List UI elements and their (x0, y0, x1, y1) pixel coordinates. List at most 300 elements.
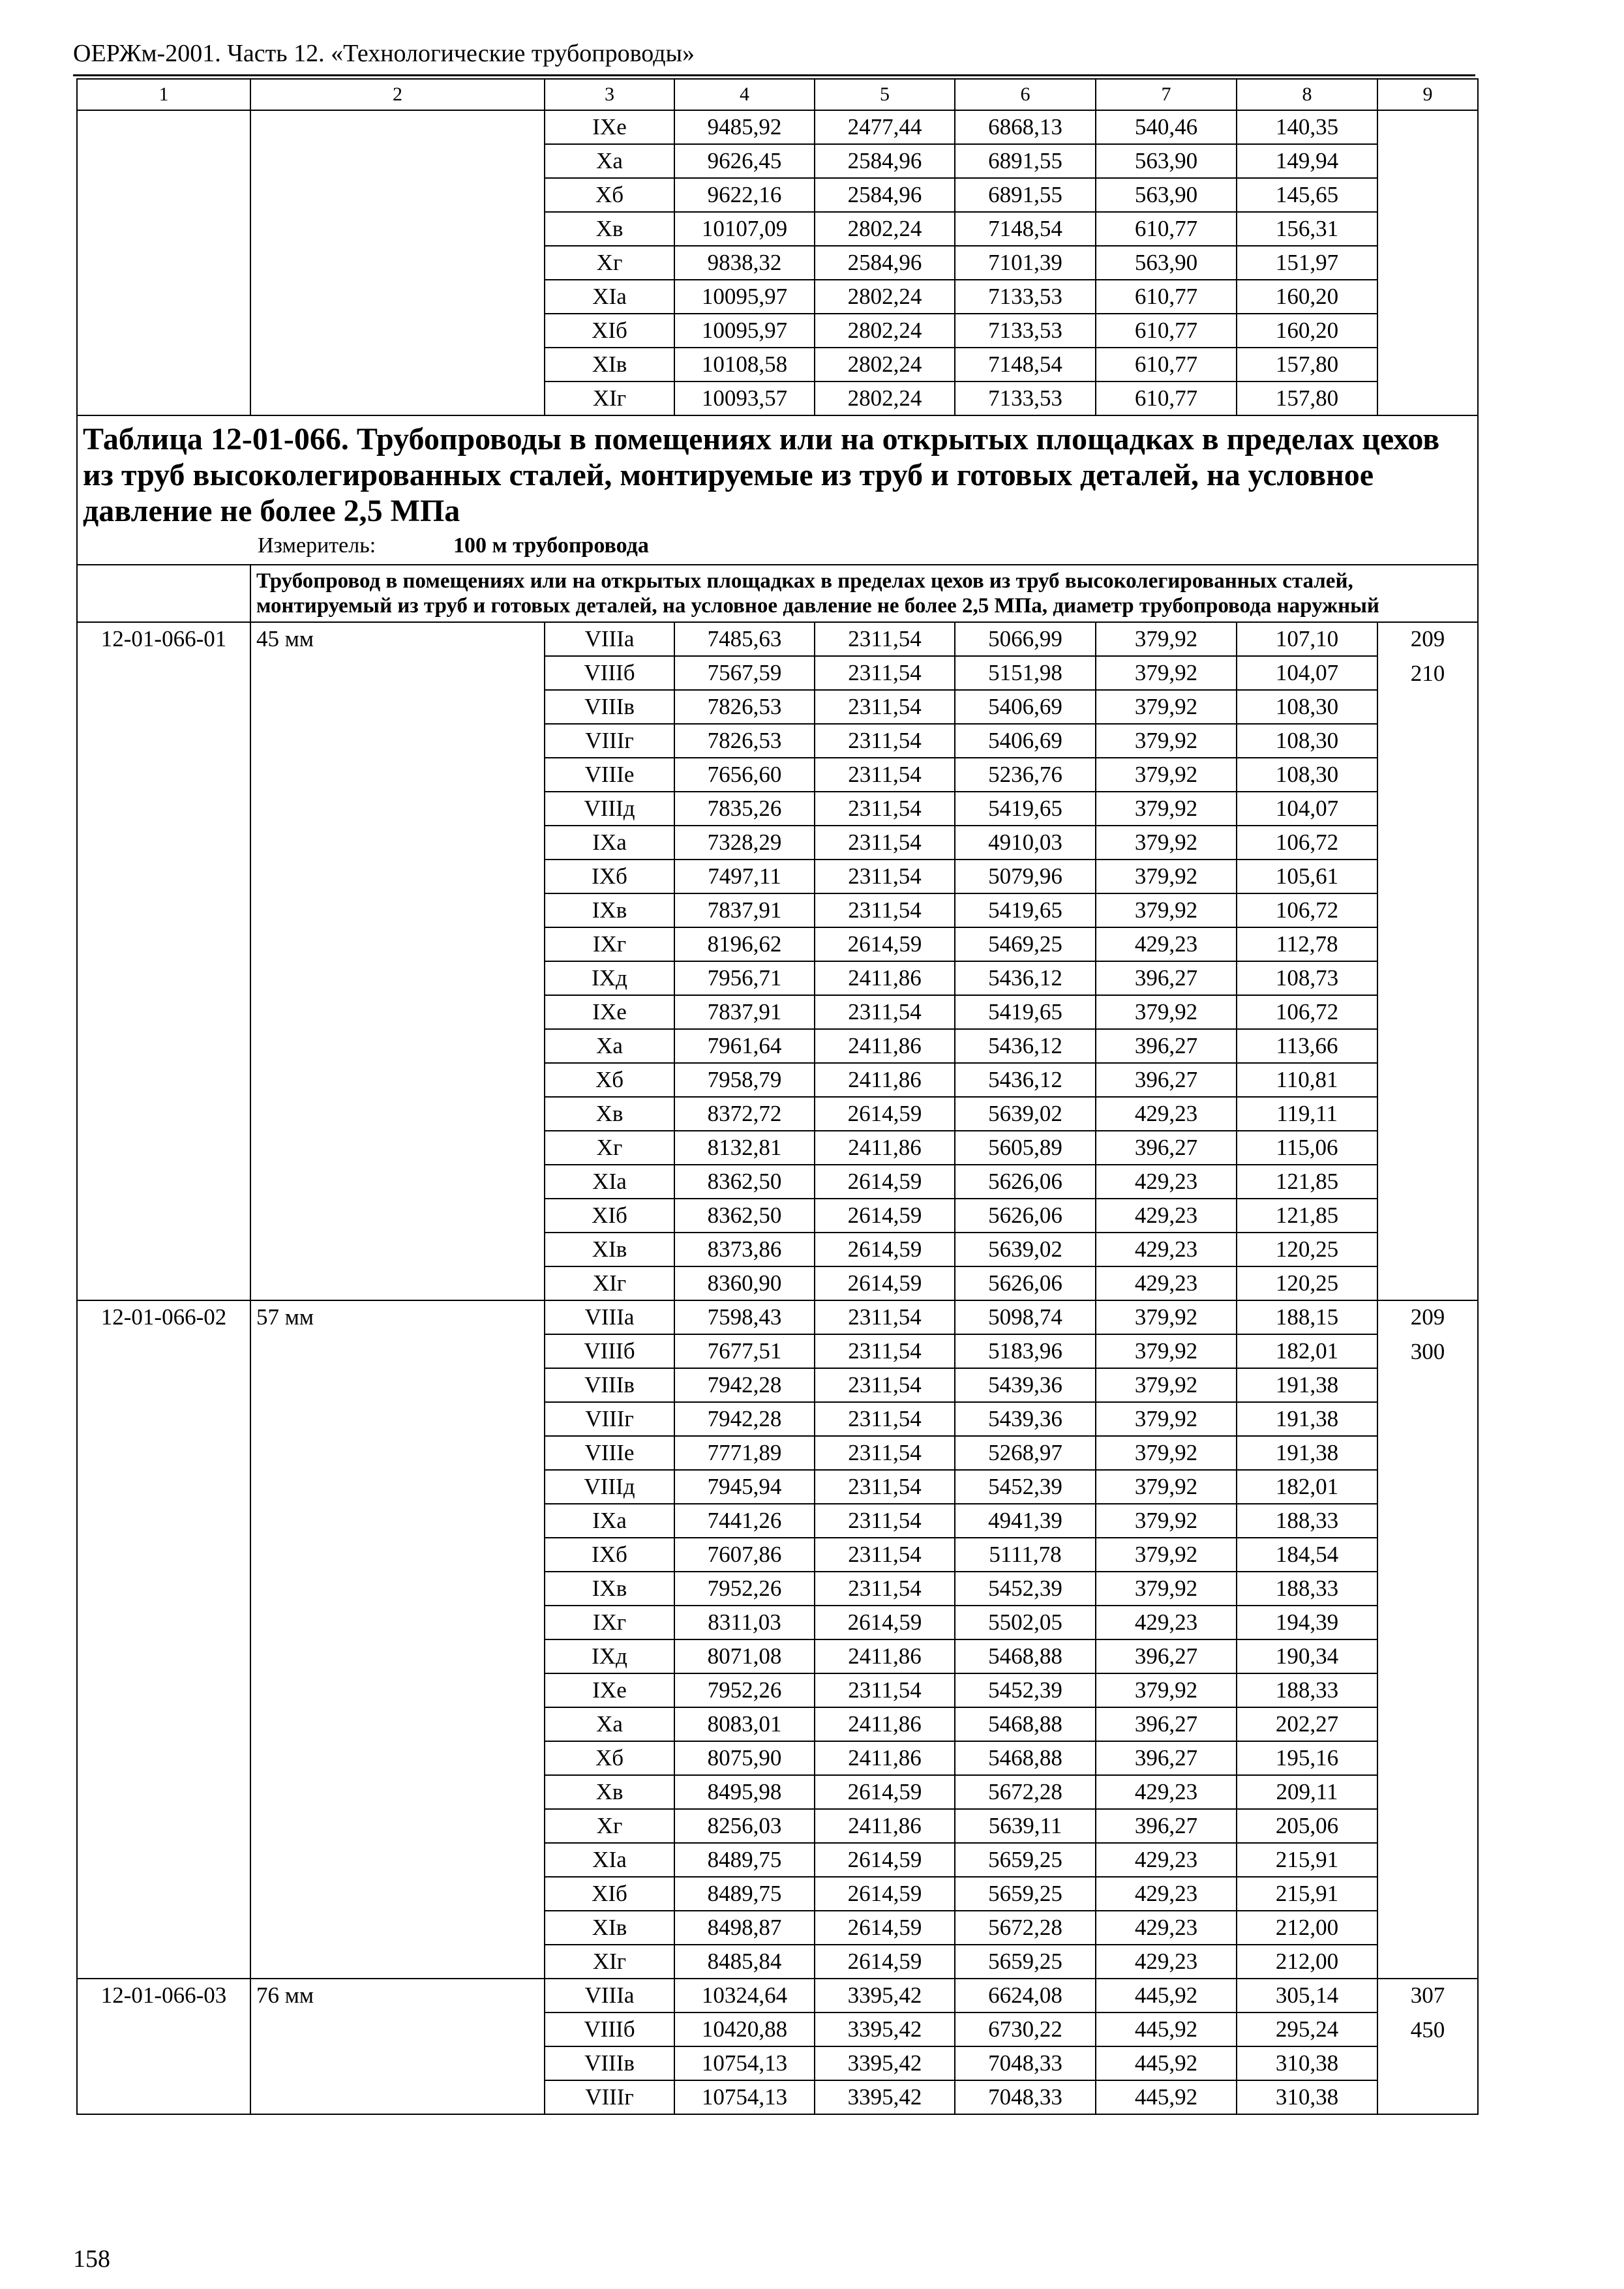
value-cell: Xб (545, 1063, 674, 1097)
value-cell: Xг (545, 246, 674, 280)
value-cell: 379,92 (1096, 622, 1237, 656)
value-cell: IXг (545, 927, 674, 961)
value-cell: 610,77 (1096, 280, 1237, 314)
value-cell: 8256,03 (674, 1809, 815, 1843)
value-cell: 2311,54 (815, 1402, 955, 1436)
value-cell: VIIIв (545, 2046, 674, 2080)
value-cell: 120,25 (1237, 1266, 1377, 1300)
column-number: 4 (674, 79, 815, 110)
resource-value: 209 (1410, 626, 1445, 651)
value-cell: 9626,45 (674, 144, 815, 178)
value-cell: 7945,94 (674, 1470, 815, 1504)
value-cell: 445,92 (1096, 2080, 1237, 2114)
value-cell: 5452,39 (955, 1470, 1096, 1504)
value-cell: 7952,26 (674, 1673, 815, 1707)
value-cell: 2411,86 (815, 1131, 955, 1165)
description-empty-cell (77, 565, 250, 622)
table-row (77, 1979, 1478, 2012)
value-cell: 112,78 (1237, 927, 1377, 961)
value-cell: 2311,54 (815, 758, 955, 792)
value-cell: 8485,84 (674, 1945, 815, 1979)
value-cell: 6868,13 (955, 110, 1096, 144)
value-cell: 429,23 (1096, 1165, 1237, 1199)
value-cell: 104,07 (1237, 656, 1377, 690)
value-cell: 563,90 (1096, 178, 1237, 212)
value-cell: 5098,74 (955, 1300, 1096, 1334)
value-cell: 6891,55 (955, 144, 1096, 178)
value-cell: 195,16 (1237, 1741, 1377, 1775)
value-cell: 3395,42 (815, 2080, 955, 2114)
resource-cell (1377, 110, 1478, 415)
value-cell: IXд (545, 961, 674, 995)
value-cell: 8071,08 (674, 1639, 815, 1673)
value-cell: 2411,86 (815, 1063, 955, 1097)
value-cell: XIа (545, 1843, 674, 1877)
value-cell: 305,14 (1237, 1979, 1377, 2012)
value-cell: 2802,24 (815, 348, 955, 382)
value-cell: 115,06 (1237, 1131, 1377, 1165)
value-cell: 9485,92 (674, 110, 815, 144)
value-cell: 4910,03 (955, 826, 1096, 860)
resource-cell (1377, 622, 1478, 1300)
value-cell: 429,23 (1096, 1097, 1237, 1131)
value-cell: 2311,54 (815, 1300, 955, 1334)
value-cell: 3395,42 (815, 1979, 955, 2012)
value-cell: 10107,09 (674, 212, 815, 246)
value-cell: 429,23 (1096, 927, 1237, 961)
value-cell: IXе (545, 110, 674, 144)
value-cell: 6891,55 (955, 178, 1096, 212)
value-cell: 396,27 (1096, 1029, 1237, 1063)
value-cell: VIIIв (545, 1368, 674, 1402)
value-cell: 113,66 (1237, 1029, 1377, 1063)
value-cell: 7148,54 (955, 212, 1096, 246)
value-cell: XIб (545, 1877, 674, 1911)
value-cell: IXв (545, 1572, 674, 1606)
value-cell: 108,73 (1237, 961, 1377, 995)
value-cell: 5079,96 (955, 860, 1096, 893)
value-cell: 379,92 (1096, 1470, 1237, 1504)
unit-value: 100 м трубопровода (453, 533, 649, 558)
value-cell: VIIIд (545, 792, 674, 826)
value-cell: 151,97 (1237, 246, 1377, 280)
value-cell: 119,11 (1237, 1097, 1377, 1131)
value-cell: 160,20 (1237, 314, 1377, 348)
value-cell: 2584,96 (815, 246, 955, 280)
value-cell: 8083,01 (674, 1707, 815, 1741)
value-cell: 540,46 (1096, 110, 1237, 144)
value-cell: 429,23 (1096, 1775, 1237, 1809)
value-cell: 2311,54 (815, 792, 955, 826)
value-cell: 379,92 (1096, 1673, 1237, 1707)
value-cell: Xа (545, 144, 674, 178)
value-cell: 9838,32 (674, 246, 815, 280)
value-cell: 212,00 (1237, 1945, 1377, 1979)
code-cell: 12-01-066-03 (77, 1979, 250, 2114)
value-cell: Xа (545, 1029, 674, 1063)
value-cell: 182,01 (1237, 1334, 1377, 1368)
value-cell: 2311,54 (815, 690, 955, 724)
value-cell: 191,38 (1237, 1402, 1377, 1436)
value-cell: 7958,79 (674, 1063, 815, 1097)
column-number: 8 (1237, 79, 1377, 110)
value-cell: 610,77 (1096, 382, 1237, 415)
value-cell: 108,30 (1237, 758, 1377, 792)
value-cell: 2311,54 (815, 1538, 955, 1572)
value-cell: VIIIе (545, 758, 674, 792)
value-cell: 5436,12 (955, 1029, 1096, 1063)
value-cell: 190,34 (1237, 1639, 1377, 1673)
value-cell: 8372,72 (674, 1097, 815, 1131)
value-cell: 2614,59 (815, 1775, 955, 1809)
value-cell: VIIIг (545, 2080, 674, 2114)
value-cell: 2477,44 (815, 110, 955, 144)
value-cell: 5626,06 (955, 1266, 1096, 1300)
value-cell: 4941,39 (955, 1504, 1096, 1538)
value-cell: 379,92 (1096, 724, 1237, 758)
value-cell: 2411,86 (815, 1639, 955, 1673)
value-cell: 5439,36 (955, 1402, 1096, 1436)
value-cell: 2411,86 (815, 961, 955, 995)
value-cell: 379,92 (1096, 826, 1237, 860)
value-cell: 2802,24 (815, 382, 955, 415)
value-cell: 149,94 (1237, 144, 1377, 178)
code-cell (77, 110, 250, 415)
value-cell: 120,25 (1237, 1233, 1377, 1266)
value-cell: 5419,65 (955, 893, 1096, 927)
value-cell: 7826,53 (674, 690, 815, 724)
value-cell: 156,31 (1237, 212, 1377, 246)
value-cell: 7101,39 (955, 246, 1096, 280)
value-cell: 379,92 (1096, 1300, 1237, 1334)
value-cell: VIIIа (545, 1300, 674, 1334)
value-cell: Xв (545, 1097, 674, 1131)
value-cell: 7497,11 (674, 860, 815, 893)
value-cell: 5236,76 (955, 758, 1096, 792)
value-cell: 429,23 (1096, 1233, 1237, 1266)
value-cell: 110,81 (1237, 1063, 1377, 1097)
value-cell: 2411,86 (815, 1809, 955, 1843)
value-cell: 379,92 (1096, 1334, 1237, 1368)
column-number: 7 (1096, 79, 1237, 110)
value-cell: 7677,51 (674, 1334, 815, 1368)
value-cell: 2802,24 (815, 280, 955, 314)
resource-value: 210 (1410, 661, 1445, 686)
resource-value: 300 (1410, 1339, 1445, 1364)
value-cell: 7837,91 (674, 995, 815, 1029)
value-cell: 2802,24 (815, 314, 955, 348)
value-cell: 5151,98 (955, 656, 1096, 690)
value-cell: 108,30 (1237, 690, 1377, 724)
value-cell: IXв (545, 893, 674, 927)
value-cell: 202,27 (1237, 1707, 1377, 1741)
value-cell: 5469,25 (955, 927, 1096, 961)
value-cell: 2411,86 (815, 1741, 955, 1775)
value-cell: 5439,36 (955, 1368, 1096, 1402)
value-cell: VIIIг (545, 1402, 674, 1436)
value-cell: VIIIа (545, 1979, 674, 2012)
value-cell: 10754,13 (674, 2080, 815, 2114)
value-cell: 7607,86 (674, 1538, 815, 1572)
value-cell: 2614,59 (815, 1233, 955, 1266)
value-cell: 160,20 (1237, 280, 1377, 314)
column-number: 3 (545, 79, 674, 110)
description-row (77, 565, 1478, 622)
value-cell: 3395,42 (815, 2046, 955, 2080)
value-cell: 429,23 (1096, 1843, 1237, 1877)
value-cell: 610,77 (1096, 314, 1237, 348)
value-cell: 5436,12 (955, 1063, 1096, 1097)
value-cell: 379,92 (1096, 792, 1237, 826)
code-cell: 12-01-066-02 (77, 1300, 250, 1979)
value-cell: 106,72 (1237, 995, 1377, 1029)
value-cell: 429,23 (1096, 1199, 1237, 1233)
value-cell: 10754,13 (674, 2046, 815, 2080)
value-cell: 7133,53 (955, 382, 1096, 415)
value-cell: 5468,88 (955, 1741, 1096, 1775)
value-cell: XIа (545, 280, 674, 314)
value-cell: 7656,60 (674, 758, 815, 792)
value-cell: 429,23 (1096, 1911, 1237, 1945)
value-cell: 396,27 (1096, 1741, 1237, 1775)
value-cell: 7952,26 (674, 1572, 815, 1606)
value-cell: 379,92 (1096, 1572, 1237, 1606)
value-cell: 8132,81 (674, 1131, 815, 1165)
value-cell: 379,92 (1096, 995, 1237, 1029)
value-cell: 5659,25 (955, 1843, 1096, 1877)
value-cell: 5268,97 (955, 1436, 1096, 1470)
value-cell: 212,00 (1237, 1911, 1377, 1945)
value-cell: 188,33 (1237, 1504, 1377, 1538)
value-cell: 2802,24 (815, 212, 955, 246)
value-cell: 379,92 (1096, 893, 1237, 927)
value-cell: VIIIб (545, 1334, 674, 1368)
value-cell: 5066,99 (955, 622, 1096, 656)
value-cell: 2311,54 (815, 1368, 955, 1402)
value-cell: 2311,54 (815, 860, 955, 893)
value-cell: 8489,75 (674, 1877, 815, 1911)
value-cell: Xв (545, 1775, 674, 1809)
value-cell: 2311,54 (815, 724, 955, 758)
value-cell: 5406,69 (955, 690, 1096, 724)
resource-cell (1377, 1300, 1478, 1979)
column-number-row (77, 79, 1478, 110)
value-cell: 5468,88 (955, 1707, 1096, 1741)
unit-label: Измеритель: (258, 533, 376, 558)
value-cell: 2584,96 (815, 144, 955, 178)
page-header: ОЕРЖм-2001. Часть 12. «Технологические трубопроводы» (73, 40, 695, 67)
value-cell: 157,80 (1237, 382, 1377, 415)
price-table (76, 78, 1479, 2115)
value-cell: 7826,53 (674, 724, 815, 758)
value-cell: Xа (545, 1707, 674, 1741)
value-cell: 5419,65 (955, 792, 1096, 826)
value-cell: 2411,86 (815, 1707, 955, 1741)
value-cell: 194,39 (1237, 1606, 1377, 1639)
value-cell: 188,33 (1237, 1572, 1377, 1606)
value-cell: 7328,29 (674, 826, 815, 860)
value-cell: 7835,26 (674, 792, 815, 826)
value-cell: 379,92 (1096, 1504, 1237, 1538)
resource-value: 209 (1410, 1304, 1445, 1330)
value-cell: 2311,54 (815, 1436, 955, 1470)
value-cell: IXд (545, 1639, 674, 1673)
value-cell: 429,23 (1096, 1606, 1237, 1639)
table-title: Таблица 12-01-066. Трубопроводы в помещениях или на открытых площадках в пределах цехов из труб высоколегированных сталей, монтируемые из труб и готовых деталей, на условное давление не более 2,5 МПа (83, 422, 1440, 528)
value-cell: 107,10 (1237, 622, 1377, 656)
value-cell: 104,07 (1237, 792, 1377, 826)
value-cell: 5626,06 (955, 1165, 1096, 1199)
diameter-cell (250, 110, 545, 415)
value-cell: 5626,06 (955, 1199, 1096, 1233)
table-row (77, 1300, 1478, 1334)
value-cell: Xг (545, 1131, 674, 1165)
value-cell: 7048,33 (955, 2080, 1096, 2114)
value-cell: Xв (545, 212, 674, 246)
value-cell: 8360,90 (674, 1266, 815, 1300)
diameter-cell: 76 мм (250, 1979, 545, 2114)
value-cell: 10095,97 (674, 280, 815, 314)
value-cell: 2311,54 (815, 826, 955, 860)
value-cell: 106,72 (1237, 826, 1377, 860)
value-cell: 215,91 (1237, 1843, 1377, 1877)
value-cell: XIа (545, 1165, 674, 1199)
value-cell: 5183,96 (955, 1334, 1096, 1368)
value-cell: 429,23 (1096, 1945, 1237, 1979)
value-cell: Xг (545, 1809, 674, 1843)
value-cell: 7837,91 (674, 893, 815, 927)
value-cell: 8498,87 (674, 1911, 815, 1945)
value-cell: 121,85 (1237, 1199, 1377, 1233)
value-cell: 8495,98 (674, 1775, 815, 1809)
value-cell: 10095,97 (674, 314, 815, 348)
value-cell: 5639,02 (955, 1097, 1096, 1131)
resource-cell (1377, 1979, 1478, 2114)
value-cell: 445,92 (1096, 1979, 1237, 2012)
value-cell: 2614,59 (815, 1911, 955, 1945)
value-cell: IXб (545, 1538, 674, 1572)
value-cell: 7148,54 (955, 348, 1096, 382)
header-rule (73, 74, 1475, 76)
value-cell: XIг (545, 1945, 674, 1979)
value-cell: 7048,33 (955, 2046, 1096, 2080)
value-cell: 5452,39 (955, 1673, 1096, 1707)
value-cell: 7133,53 (955, 280, 1096, 314)
value-cell: 396,27 (1096, 1707, 1237, 1741)
value-cell: 5452,39 (955, 1572, 1096, 1606)
value-cell: 429,23 (1096, 1877, 1237, 1911)
value-cell: 140,35 (1237, 110, 1377, 144)
value-cell: Xб (545, 178, 674, 212)
value-cell: VIIIг (545, 724, 674, 758)
table-row (77, 622, 1478, 656)
value-cell: 5111,78 (955, 1538, 1096, 1572)
value-cell: 2614,59 (815, 1843, 955, 1877)
value-cell: 2584,96 (815, 178, 955, 212)
column-number: 9 (1377, 79, 1478, 110)
value-cell: 379,92 (1096, 1368, 1237, 1402)
value-cell: 379,92 (1096, 1436, 1237, 1470)
value-cell: 145,65 (1237, 178, 1377, 212)
value-cell: 379,92 (1096, 1402, 1237, 1436)
value-cell: 2311,54 (815, 995, 955, 1029)
table-title-cell (77, 415, 1478, 565)
value-cell: 191,38 (1237, 1368, 1377, 1402)
value-cell: 2614,59 (815, 1266, 955, 1300)
value-cell: 10420,88 (674, 2012, 815, 2046)
value-cell: 396,27 (1096, 961, 1237, 995)
value-cell: 445,92 (1096, 2012, 1237, 2046)
value-cell: 396,27 (1096, 1063, 1237, 1097)
diameter-cell: 57 мм (250, 1300, 545, 1979)
value-cell: 2311,54 (815, 1470, 955, 1504)
value-cell: 5502,05 (955, 1606, 1096, 1639)
value-cell: 379,92 (1096, 656, 1237, 690)
value-cell: 5468,88 (955, 1639, 1096, 1673)
value-cell: 2311,54 (815, 1673, 955, 1707)
value-cell: VIIIе (545, 1436, 674, 1470)
value-cell: 7441,26 (674, 1504, 815, 1538)
value-cell: 379,92 (1096, 758, 1237, 792)
value-cell: 2311,54 (815, 1572, 955, 1606)
value-cell: 8196,62 (674, 927, 815, 961)
column-number: 6 (955, 79, 1096, 110)
value-cell: 2311,54 (815, 1504, 955, 1538)
value-cell: 9622,16 (674, 178, 815, 212)
value-cell: 5672,28 (955, 1775, 1096, 1809)
value-cell: 7598,43 (674, 1300, 815, 1334)
value-cell: 7133,53 (955, 314, 1096, 348)
value-cell: VIIIд (545, 1470, 674, 1504)
value-cell: IXа (545, 826, 674, 860)
value-cell: 2614,59 (815, 1097, 955, 1131)
value-cell: 2614,59 (815, 1606, 955, 1639)
value-cell: 10324,64 (674, 1979, 815, 2012)
value-cell: 188,15 (1237, 1300, 1377, 1334)
resource-value: 307 (1410, 1982, 1445, 2008)
table-row (77, 110, 1478, 144)
value-cell: 429,23 (1096, 1266, 1237, 1300)
value-cell: 563,90 (1096, 144, 1237, 178)
table-title-row (77, 415, 1478, 565)
value-cell: 182,01 (1237, 1470, 1377, 1504)
value-cell: 121,85 (1237, 1165, 1377, 1199)
value-cell: XIб (545, 314, 674, 348)
value-cell: 310,38 (1237, 2046, 1377, 2080)
value-cell: 106,72 (1237, 893, 1377, 927)
value-cell: IXе (545, 1673, 674, 1707)
value-cell: 2614,59 (815, 1199, 955, 1233)
value-cell: 8373,86 (674, 1233, 815, 1266)
value-cell: VIIIб (545, 656, 674, 690)
unit-line (83, 531, 1472, 560)
value-cell: XIв (545, 1233, 674, 1266)
value-cell: 8489,75 (674, 1843, 815, 1877)
code-cell: 12-01-066-01 (77, 622, 250, 1300)
value-cell: IXб (545, 860, 674, 893)
value-cell: 2614,59 (815, 927, 955, 961)
value-cell: 105,61 (1237, 860, 1377, 893)
value-cell: 5605,89 (955, 1131, 1096, 1165)
value-cell: 108,30 (1237, 724, 1377, 758)
value-cell: 191,38 (1237, 1436, 1377, 1470)
value-cell: 379,92 (1096, 860, 1237, 893)
value-cell: 7956,71 (674, 961, 815, 995)
value-cell: 8075,90 (674, 1741, 815, 1775)
value-cell: 7485,63 (674, 622, 815, 656)
value-cell: IXе (545, 995, 674, 1029)
value-cell: 396,27 (1096, 1639, 1237, 1673)
